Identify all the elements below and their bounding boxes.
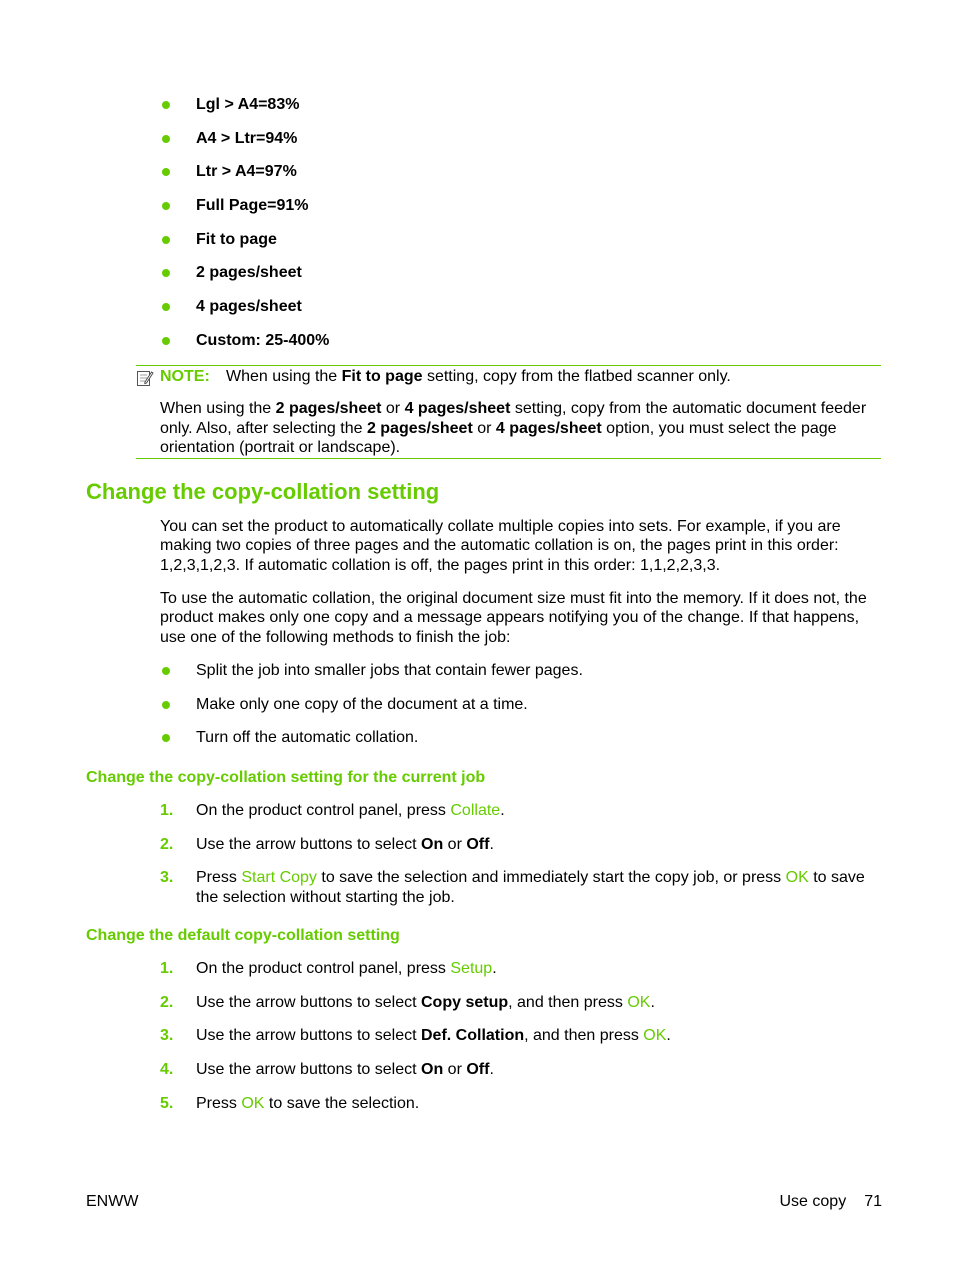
setup-button-ref: Setup: [450, 960, 493, 977]
step-item: 4. Use the arrow buttons to select On or Off.: [160, 1061, 494, 1079]
note-text: When using the Fit to page setting, copy from the flatbed scanner only.: [226, 368, 731, 385]
default-setting-steps: [160, 959, 882, 1113]
list-item: Ltr > A4=97%: [160, 161, 880, 195]
bullet-icon: [162, 202, 170, 210]
list-item: Turn off the automatic collation.: [160, 727, 880, 761]
ok-button-ref: OK: [643, 1027, 667, 1045]
list-item: Fit to page: [160, 229, 880, 263]
list-item: Lgl > A4=83%: [160, 94, 880, 128]
ok-button-ref: OK: [241, 1094, 265, 1112]
list-item: Custom: 25-400%: [160, 330, 880, 364]
bullet-icon: [162, 734, 170, 742]
list-item: A4 > Ltr=94%: [160, 128, 880, 162]
note-pencil-icon: [136, 369, 154, 387]
step-item: 5. Press OK to save the selection.: [160, 1094, 420, 1112]
subsection-title-default: Change the default copy-collation setting: [86, 927, 400, 944]
intro-paragraph: To use the automatic collation, the original document size must fit into the memory. If it does not, the product makes only one copy and a message appears notifying you of the change. If that happens, use one of the following methods to finish the job:: [160, 590, 867, 646]
reduce-enlarge-options-list: [160, 94, 880, 364]
bullet-icon: [162, 101, 170, 109]
step-item: 2. Use the arrow buttons to select On or Off.: [160, 835, 494, 853]
step-item: 3. Press Start Copy to save the selection and immediately start the copy job, or press OK to save the selection without starting the job.: [160, 869, 865, 906]
bullet-icon: [162, 168, 170, 176]
list-item: Split the job into smaller jobs that contain fewer pages.: [160, 660, 880, 694]
bullet-icon: [162, 135, 170, 143]
bullet-icon: [162, 337, 170, 345]
footer-right: [780, 1192, 883, 1212]
bullet-icon: [162, 236, 170, 244]
list-item: 4 pages/sheet: [160, 296, 880, 330]
step-item: 1. On the product control panel, press Collate.: [160, 802, 505, 819]
list-item: 2 pages/sheet: [160, 262, 880, 296]
ok-button-ref: OK: [785, 869, 809, 886]
step-item: 3. Use the arrow buttons to select Def. Collation, and then press OK.: [160, 1027, 671, 1045]
section-title: Change the copy-collation setting: [86, 479, 440, 504]
footer-left: ENWW: [86, 1193, 139, 1210]
methods-list: [160, 660, 880, 761]
list-item: Full Page=91%: [160, 195, 880, 229]
note-box: [136, 365, 881, 459]
start-copy-button-ref: Start Copy: [241, 869, 317, 886]
bullet-icon: [162, 269, 170, 277]
note-paragraph: When using the 2 pages/sheet or 4 pages/sheet setting, copy from the automatic document feeder only. Also, after selecting the 2 pages/sheet or 4 pages/sheet option, you must select the page orientation (portrait or landscape).: [160, 400, 867, 456]
current-job-steps: [160, 801, 882, 907]
ok-button-ref: OK: [627, 993, 651, 1011]
subsection-title-current-job: Change the copy-collation setting for the current job: [86, 769, 486, 786]
footer-section: Use copy: [779, 1193, 847, 1210]
note-label: NOTE:: [160, 368, 210, 385]
bullet-icon: [162, 701, 170, 709]
intro-paragraph: You can set the product to automatically collate multiple copies into sets. For example, if you are making two copies of three pages and the automatic collation is on, the pages print in this order: 1,2,3,1,2,3. If automatic collation is off, the pages print in this order: 1,1,2,2,3,3.: [160, 518, 841, 574]
bullet-icon: [162, 303, 170, 311]
step-item: 2. Use the arrow buttons to select Copy setup, and then press OK.: [160, 993, 655, 1011]
bullet-icon: [162, 667, 170, 675]
page-number: 71: [864, 1193, 882, 1210]
step-item: 1. On the product control panel, press Setup.: [160, 960, 497, 977]
collate-button-ref: Collate: [450, 802, 501, 819]
list-item: Make only one copy of the document at a time.: [160, 694, 880, 728]
